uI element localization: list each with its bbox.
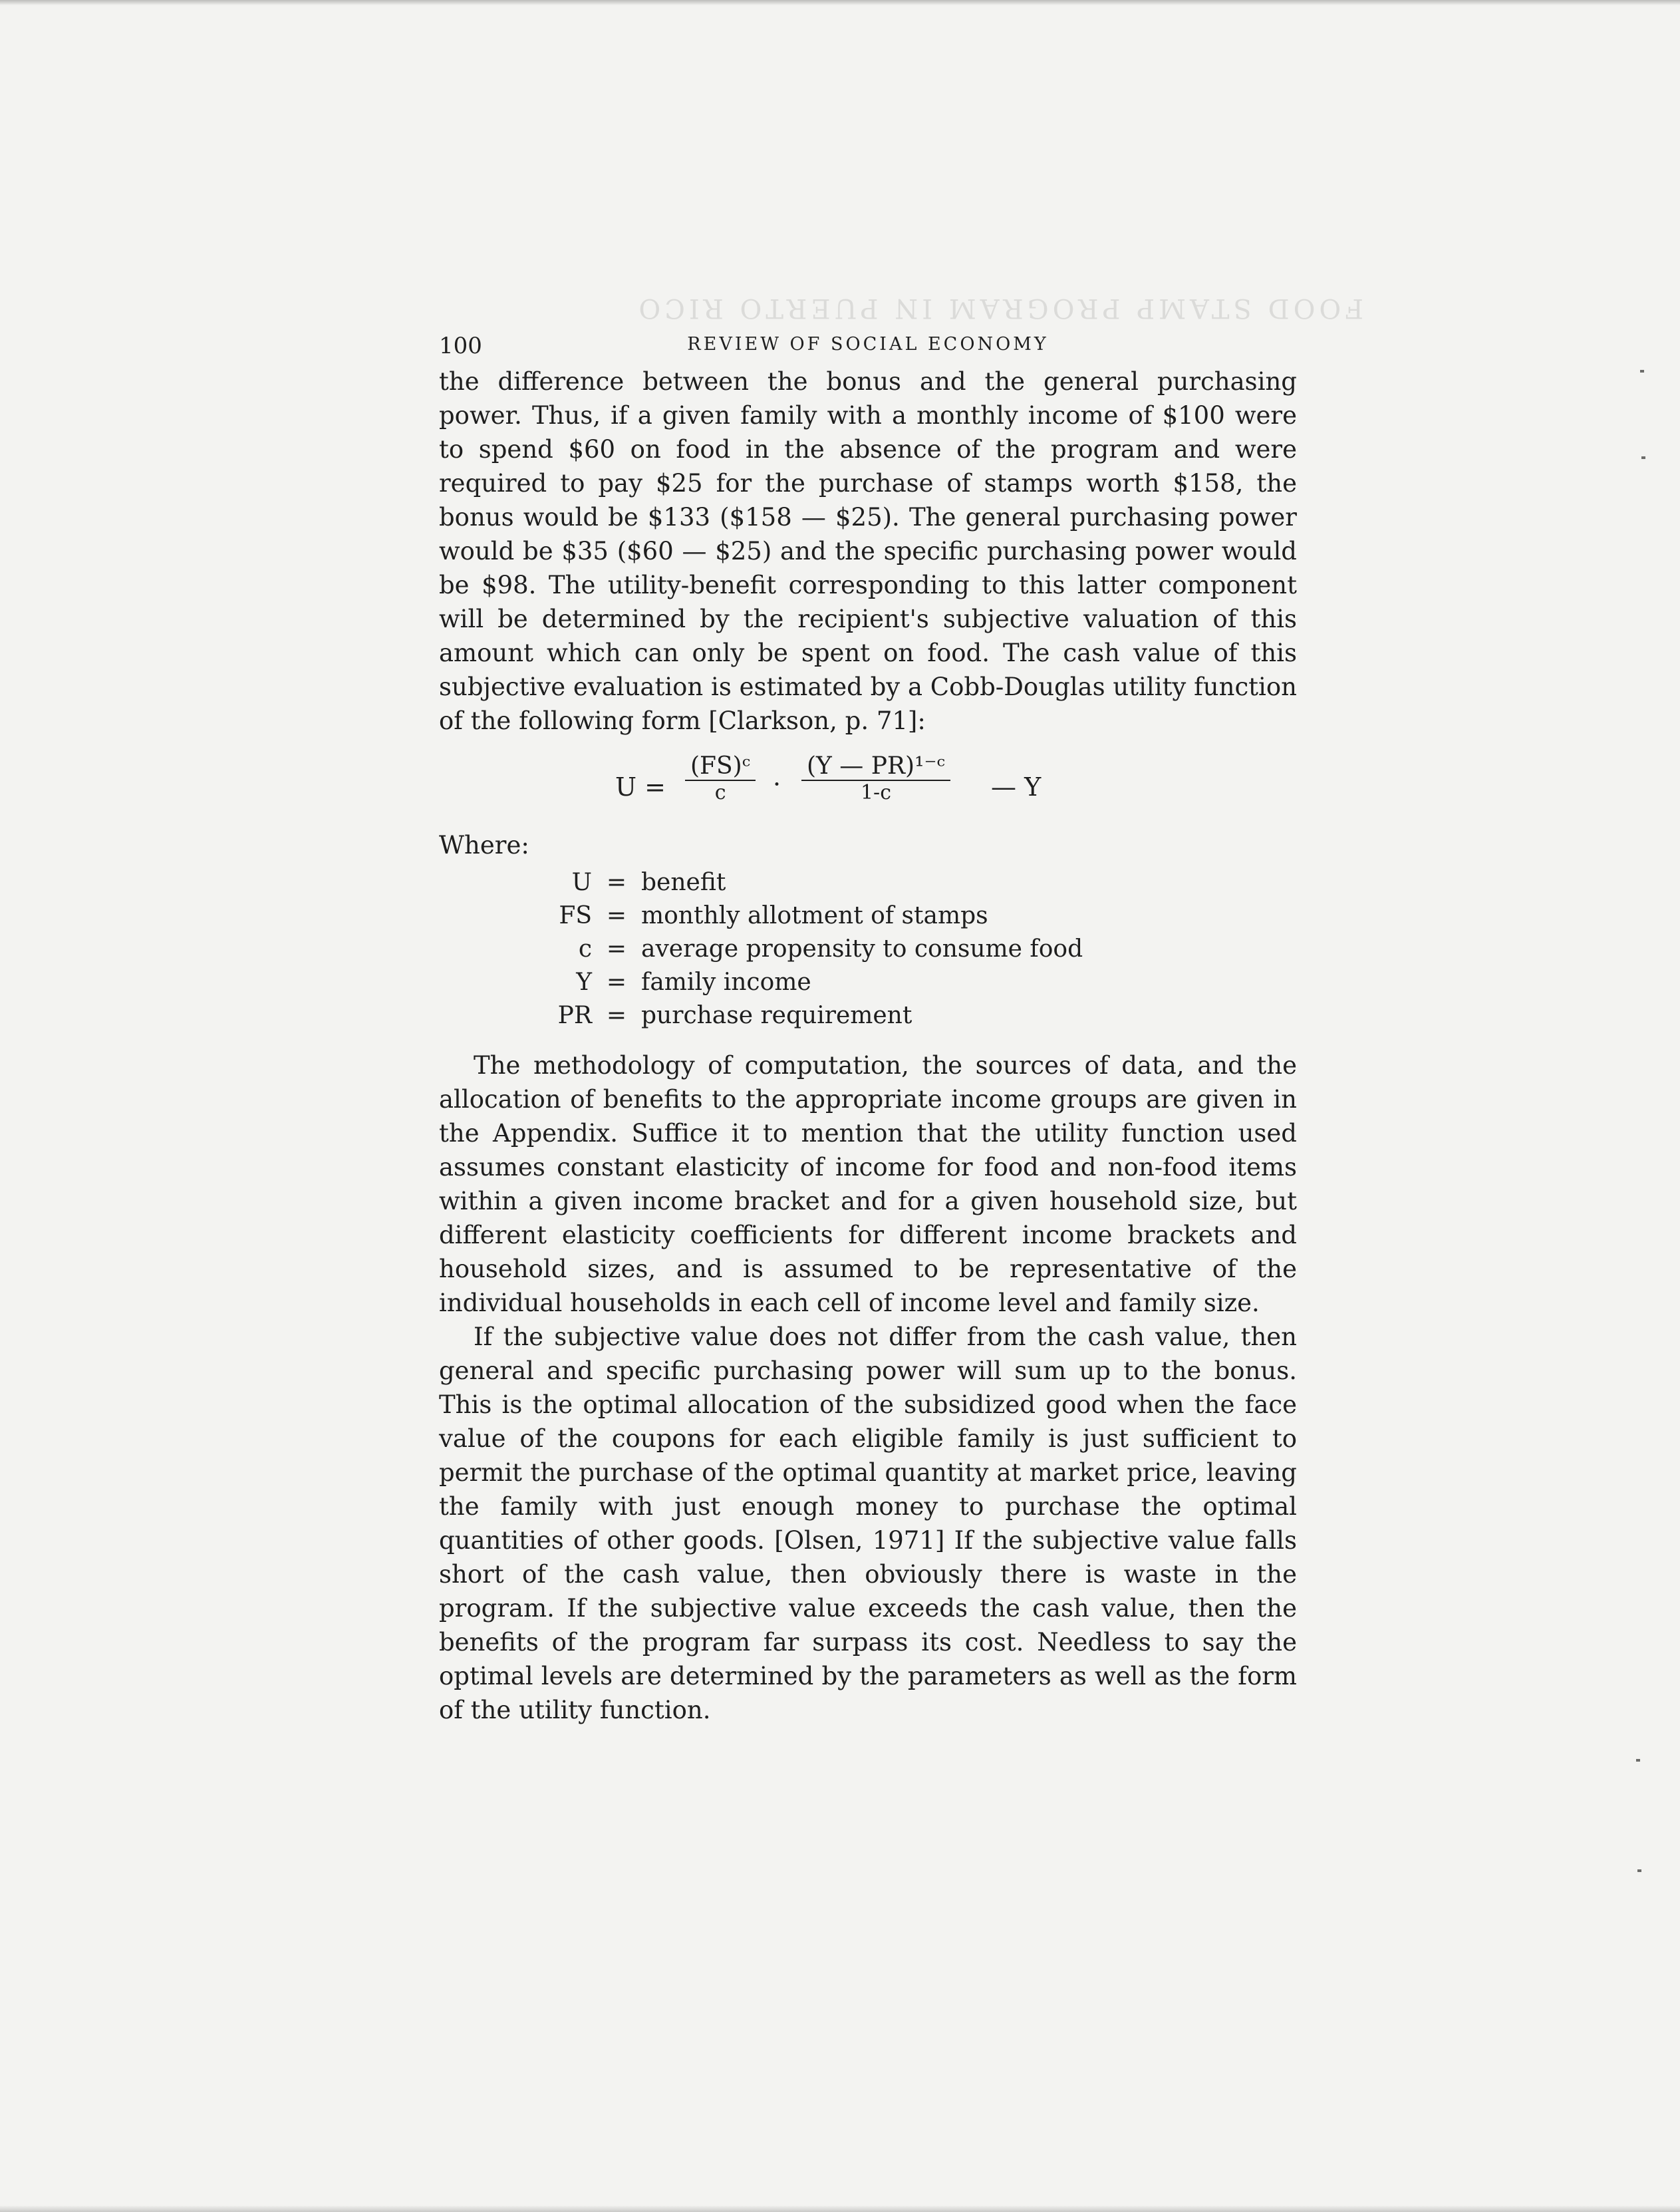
- paragraph-methodology: The methodology of computation, the sources of data, and the allocation of benefits to the appropriate income groups are given in the Appendix. Suffice it to mention that the utility function used assumes constant elasticity of income for food and non-food items within a given income bracket and for a given household size, but different elasticity coefficients for different income brackets and household sizes, and is assumed to be representative of the individual households in each cell of income level and family size.: [439, 1051, 1297, 1317]
- definition-symbol: c: [578, 935, 592, 963]
- definition-equals: =: [606, 869, 627, 896]
- definition-list: [539, 866, 1297, 1032]
- formula-frac1-denominator: c: [714, 781, 726, 804]
- formula-frac2-numerator: (Y — PR)¹⁻ᶜ: [801, 752, 950, 781]
- definition-symbol: U: [571, 869, 592, 896]
- article: [439, 333, 1297, 1727]
- definition-row: [539, 933, 1297, 966]
- definition-equals: =: [606, 902, 627, 929]
- where-label: Where:: [439, 831, 529, 860]
- scan-speck: [1640, 370, 1644, 373]
- show-through-text: FOOD STAMP PROGRAM IN PUERTO RICO: [634, 293, 1363, 323]
- definition-row: [539, 866, 1297, 899]
- definition-meaning: average propensity to consume food: [641, 935, 1083, 963]
- definition-symbol: Y: [576, 969, 592, 996]
- definition-meaning: benefit: [641, 869, 726, 896]
- definition-row: [539, 999, 1297, 1032]
- definition-equals: =: [606, 969, 627, 996]
- definition-meaning: family income: [641, 969, 811, 996]
- definition-meaning: purchase requirement: [641, 1002, 912, 1029]
- page-edge-top: [0, 0, 1680, 5]
- page-edge-bottom: [0, 2205, 1680, 2212]
- formula-frac2-denominator: 1-c: [860, 781, 891, 804]
- running-head: [439, 333, 1297, 365]
- definition-meaning: monthly allotment of stamps: [641, 902, 988, 929]
- formula-lhs: U =: [615, 772, 666, 802]
- formula-frac1-numerator: (FS)ᶜ: [685, 752, 756, 781]
- definition-equals: =: [606, 1002, 627, 1029]
- page-number: 100: [439, 333, 482, 359]
- scan-speck: [1641, 456, 1645, 459]
- scan-speck: [1636, 1759, 1640, 1762]
- formula-dot: ·: [773, 770, 781, 799]
- paragraph-subjective-value: If the subjective value does not differ from the cash value, then general and specific purchasing power will sum up to the bonus. This is the optimal allocation of the subsidized good when the face value of the coupons for each eligible family is just sufficient to permit the purchase of the optimal quantity at market price, leaving the family with just enough money to purchase the optimal quantities of other goods. [Olsen, 1971] If the subjective value falls short of the cash value, then obviously there is waste in the program. If the subjective value exceeds the cash value, then the benefits of the program far surpass its cost. Needless to say the optimal levels are determined by the parameters as well as the form of the utility function.: [439, 1323, 1297, 1724]
- definition-symbol: PR: [557, 1002, 592, 1029]
- utility-formula: [439, 750, 1297, 823]
- definition-symbol: FS: [559, 902, 592, 929]
- definition-equals: =: [606, 935, 627, 963]
- formula-fraction-1: [685, 752, 756, 804]
- journal-title: REVIEW OF SOCIAL ECONOMY: [687, 334, 1049, 355]
- paragraph-bonus-example: the difference between the bonus and the general purchasing power. Thus, if a given family with a monthly income of $100 were to spend $60 on food in the absence of the program and were required to pay $25 for the purchase of stamps worth $158, the bonus would be $133 ($158 — $25). The general purchasing power would be $35 ($60 — $25) and the specific purchasing power would be $98. The utility-benefit corresponding to this latter component will be determined by the recipient's subjective valuation of this amount which can only be spent on food. The cash value of this subjective evaluation is estimated by a Cobb-Douglas utility function of the following form [Clarkson, p. 71]:: [439, 367, 1297, 735]
- definition-row: [539, 899, 1297, 933]
- definition-row: [539, 966, 1297, 999]
- scan-speck: [1637, 1869, 1641, 1872]
- formula-fraction-2: [801, 752, 950, 804]
- formula-tail: — Y: [991, 772, 1042, 802]
